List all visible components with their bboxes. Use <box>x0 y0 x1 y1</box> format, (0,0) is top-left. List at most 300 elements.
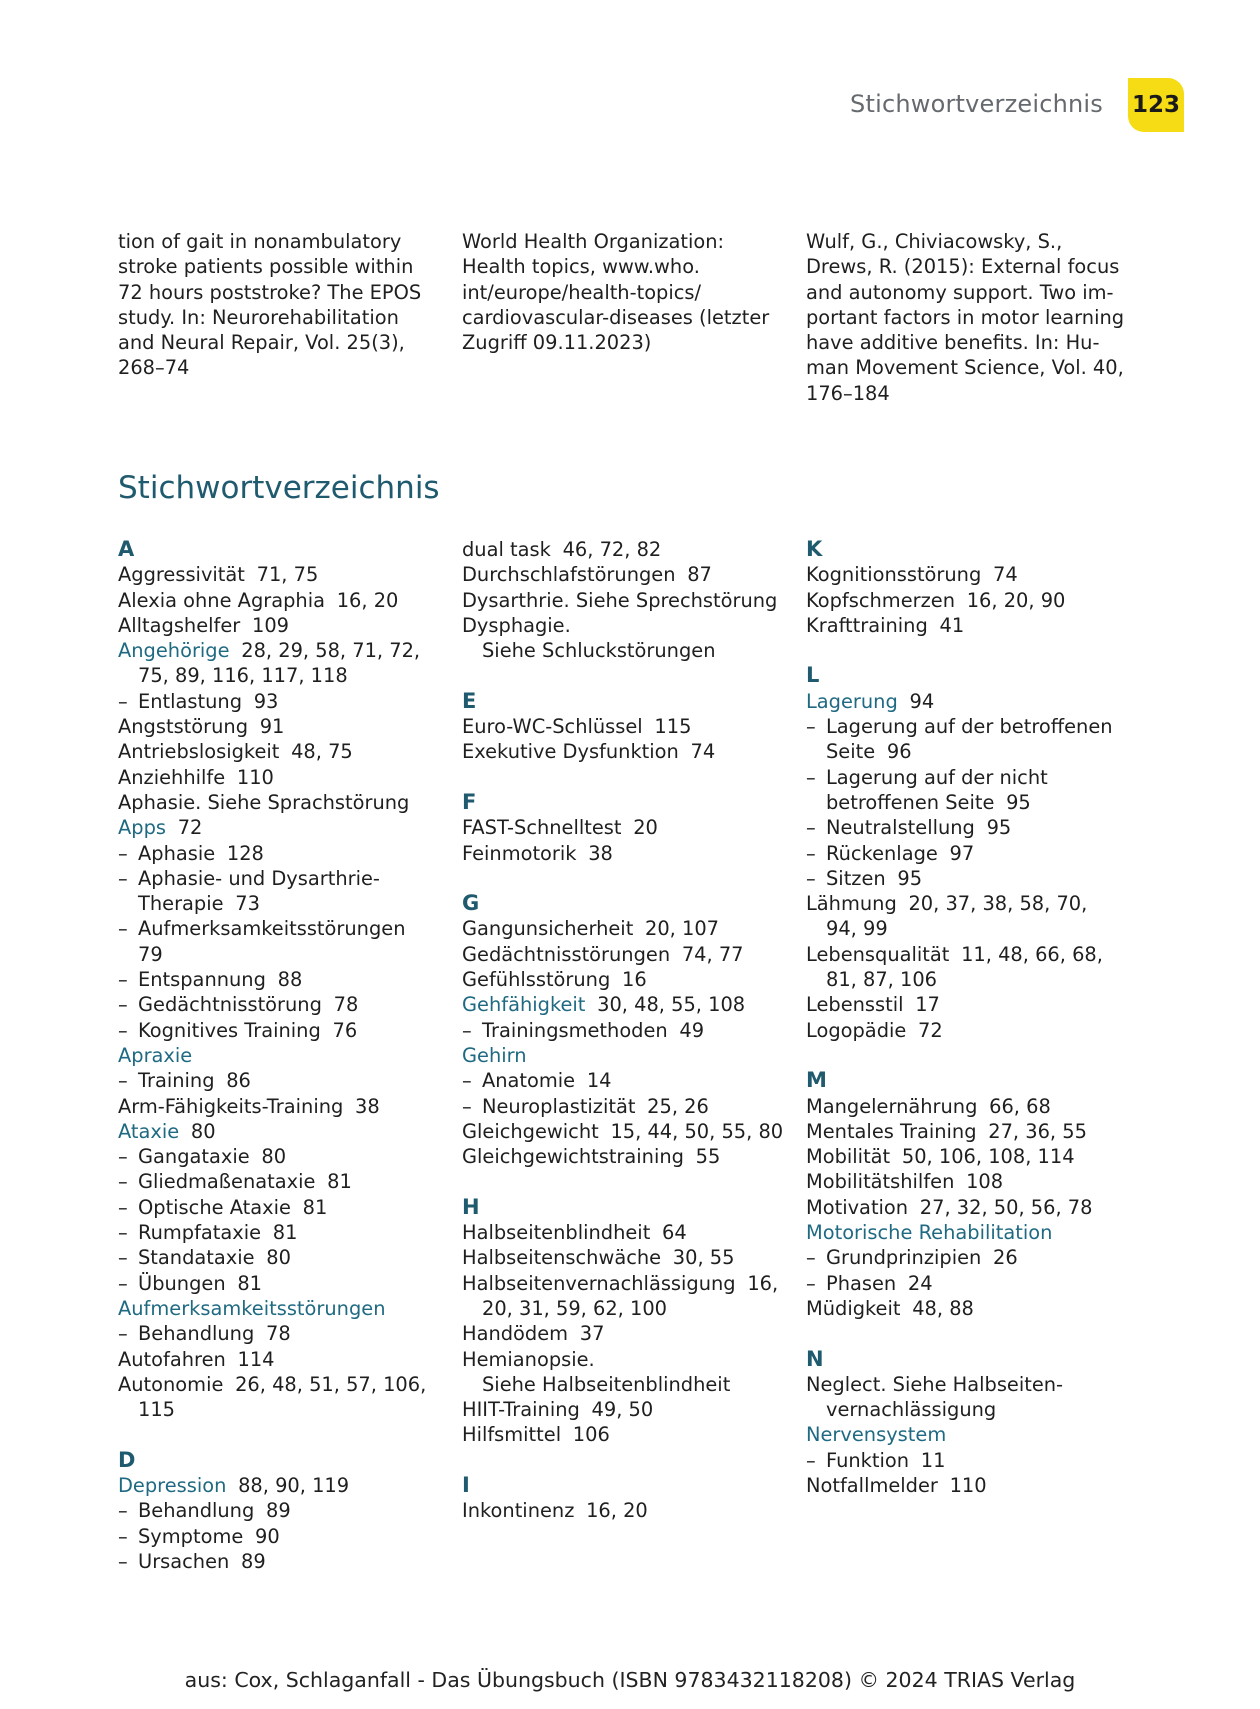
index-entry <box>118 1473 438 1498</box>
index-term: Krafttraining <box>806 613 928 637</box>
page-number-badge: 123 <box>1128 78 1184 132</box>
index-subentry <box>118 1018 438 1043</box>
index-entry <box>462 1144 782 1169</box>
index-term: Handödem <box>462 1322 569 1346</box>
index-entry <box>462 1119 782 1144</box>
index-entry <box>806 588 1126 613</box>
index-pages: 88, 90, 119 <box>238 1473 350 1497</box>
index-pages: 48, 75 <box>291 740 353 764</box>
index-term: Siehe Halbseitenblindheit <box>482 1372 731 1396</box>
index-pages: 96 <box>886 740 912 764</box>
index-letter-group <box>462 689 782 765</box>
index-pages: 20 <box>633 816 658 840</box>
index-entry <box>806 1372 1126 1397</box>
index-term: Entlastung <box>138 689 243 713</box>
index-entry <box>806 992 1126 1017</box>
index-term: Lähmung <box>806 892 897 916</box>
reference-line: 72 hours poststroke? The EPOS <box>118 280 422 304</box>
index-entry <box>806 613 1126 638</box>
index-pages: 81 <box>327 1170 352 1194</box>
index-pages: 37 <box>579 1322 605 1346</box>
index-term: Alexia ohne Agraphia <box>118 588 325 612</box>
index-letter-group <box>118 537 438 1422</box>
index-entry <box>462 1271 782 1296</box>
reference-line: Health topics, www.who. <box>462 255 700 279</box>
index-entry <box>118 613 438 638</box>
index-term: Feinmotorik <box>462 841 577 865</box>
index-subentry <box>118 1321 438 1346</box>
index-term: Trainingsmethoden <box>482 1018 668 1042</box>
index-continuation <box>118 663 438 688</box>
index-subentry <box>806 1271 1126 1296</box>
index-term: Training <box>138 1069 215 1093</box>
section-title: Stichwortverzeichnis <box>118 470 440 506</box>
index-subentry <box>118 967 438 992</box>
source-footer: aus: Cox, Schlaganfall - Das Übungsbuch (ISBN 9783432118208) © 2024 TRIAS Verlag <box>184 1668 1076 1692</box>
index-pages: 17 <box>915 993 940 1017</box>
index-term: vernachlässigung <box>826 1398 997 1422</box>
index-continuation <box>118 891 438 916</box>
index-term: Behandlung <box>138 1499 255 1523</box>
index-entry <box>118 765 438 790</box>
index-subentry <box>806 1448 1126 1473</box>
index-subentry <box>118 1220 438 1245</box>
index-term: Aufmerksamkeitsstörungen <box>138 917 406 941</box>
index-continuation <box>462 1372 782 1397</box>
index-entry <box>462 1220 782 1245</box>
index-letter-heading: A <box>118 537 135 561</box>
index-term: Aufmerksamkeitsstörungen <box>118 1296 386 1320</box>
index-subentry <box>118 1169 438 1194</box>
index-pages: 95 <box>1006 790 1031 814</box>
index-letter-group <box>806 537 1126 638</box>
reference-line: portant factors in motor learning <box>806 305 1125 329</box>
index-pages: 16 <box>621 968 647 992</box>
index-term: Ursachen <box>138 1549 230 1573</box>
index-term: Gliedmaßenataxie <box>138 1170 316 1194</box>
index-term: Exekutive Dysfunktion <box>462 740 679 764</box>
index-term: Gangunsicherheit <box>462 917 634 941</box>
index-term: Mobilitätshilfen <box>806 1170 955 1194</box>
index-pages: 25, 26 <box>647 1094 709 1118</box>
index-pages: 109 <box>251 613 289 637</box>
index-subentry <box>462 1018 782 1043</box>
reference-line: 176–184 <box>806 381 890 405</box>
index-pages: 48, 88 <box>912 1296 974 1320</box>
index-subentry <box>118 689 438 714</box>
index-term: 81, 87, 106 <box>826 968 938 992</box>
index-pages: 93 <box>253 689 279 713</box>
index-term: Depression <box>118 1473 227 1497</box>
index-pages: 14 <box>586 1069 612 1093</box>
index-term: Nervensystem <box>806 1423 947 1447</box>
index-pages: 15, 44, 50, 55, 80 <box>610 1119 784 1143</box>
index-pages: 91 <box>259 715 285 739</box>
index-term: Standataxie <box>138 1246 255 1270</box>
index-entry <box>462 613 782 638</box>
index-pages: 50, 106, 108, 114 <box>901 1145 1075 1169</box>
index-subentry <box>806 866 1126 891</box>
index-entry <box>462 841 782 866</box>
index-pages: 11, 48, 66, 68, <box>961 942 1103 966</box>
index-letter-heading: N <box>806 1346 824 1371</box>
index-entry <box>462 1422 782 1447</box>
index-entry <box>806 942 1126 967</box>
index-entry <box>806 891 1126 916</box>
index-subentry <box>118 1498 438 1523</box>
index-continuation <box>806 1397 1126 1422</box>
index-pages: 26, 48, 51, 57, 106, <box>235 1372 427 1396</box>
index-pages: 66, 68 <box>989 1094 1051 1118</box>
index-term: Sitzen <box>826 866 886 890</box>
index-term: Mentales Training <box>806 1119 977 1143</box>
reference-line: study. In: Neurorehabilitation <box>118 305 399 329</box>
index-letter-heading: L <box>806 663 820 688</box>
reference-line: Zugriff 09.11.2023) <box>462 331 652 355</box>
index-pages: 16, 20 <box>336 588 399 612</box>
index-subentry <box>118 1144 438 1169</box>
index-subentry <box>462 1094 782 1119</box>
index-entry <box>118 1296 438 1321</box>
reference-line: man Movement Science, Vol. 40, <box>806 356 1124 380</box>
index-entry <box>806 1144 1126 1169</box>
index-pages: 110 <box>236 765 274 789</box>
index-term: Motorische Rehabilitation <box>806 1221 1053 1245</box>
index-term: Gangataxie <box>138 1145 250 1169</box>
index-letter-group <box>806 1068 1126 1321</box>
index-pages: 81 <box>272 1221 298 1245</box>
index-term: Neutralstellung <box>826 816 975 840</box>
index-letter-group <box>462 891 782 1169</box>
index-entry <box>806 1473 1126 1498</box>
index-entry <box>118 1372 438 1397</box>
index-letter-heading: G <box>462 891 480 916</box>
index-pages: 110 <box>949 1473 987 1497</box>
index-entry <box>806 1094 1126 1119</box>
index-term: Neuroplastizität <box>482 1094 636 1118</box>
index-term: Aggressivität <box>118 563 245 587</box>
reference-line: cardiovascular-diseases (letzter <box>462 305 770 329</box>
index-term: Mangelernährung <box>806 1094 978 1118</box>
reference-line: have additive benefits. In: Hu- <box>806 331 1100 355</box>
index-pages: 114 <box>237 1347 275 1371</box>
index-term: Müdigkeit <box>806 1296 901 1320</box>
index-entry <box>462 1321 782 1346</box>
index-pages: 73 <box>235 892 260 916</box>
index-continuation <box>462 638 782 663</box>
index-entry <box>462 537 782 562</box>
index-pages: 24 <box>907 1271 933 1295</box>
index-term: Dysarthrie. Siehe Sprechstörung <box>462 588 778 612</box>
index-term: Kognitives Training <box>138 1018 321 1042</box>
index-pages: 97 <box>949 841 975 865</box>
index-entry <box>462 1245 782 1270</box>
index-letter-group <box>462 790 782 866</box>
index-letter-heading: E <box>462 688 477 713</box>
index-term: Aphasie. Siehe Sprachstörung <box>118 790 410 814</box>
index-pages: 20, 37, 38, 58, 70, <box>908 892 1088 916</box>
index-pages: 80 <box>261 1145 287 1169</box>
index-letter-heading: D <box>118 1447 136 1472</box>
index-entry <box>118 815 438 840</box>
index-entry <box>806 1296 1126 1321</box>
index-term: Rückenlage <box>826 841 938 865</box>
index-pages: 71, 75 <box>256 563 319 587</box>
index-pages: 81 <box>302 1195 328 1219</box>
index-entry <box>462 1043 782 1068</box>
index-pages: 11 <box>920 1448 946 1472</box>
index-term: 94, 99 <box>826 917 888 941</box>
index-subentry <box>118 1524 438 1549</box>
reference-line: int/europe/health-topics/ <box>462 280 702 304</box>
index-term: Gleichgewichtstraining <box>462 1145 684 1169</box>
index-pages: 28, 29, 58, 71, 72, <box>241 639 421 663</box>
index-pages: 90 <box>254 1524 280 1548</box>
index-entry <box>806 1018 1126 1043</box>
index-term: Aphasie <box>138 841 216 865</box>
index-pages: 115 <box>654 715 692 739</box>
index-pages: 46, 72, 82 <box>562 538 662 561</box>
index-entry <box>118 790 438 815</box>
index-pages: 49 <box>679 1018 705 1042</box>
index-pages: 30, 55 <box>672 1246 735 1270</box>
index-entry <box>806 1119 1126 1144</box>
index-subentry <box>118 1271 438 1296</box>
index-pages: 76 <box>332 1018 358 1042</box>
index-pages: 80 <box>266 1246 291 1270</box>
index-subentry <box>118 841 438 866</box>
index-entry <box>806 1422 1126 1447</box>
index-column <box>806 537 1126 1524</box>
index-term: 20, 31, 59, 62, 100 <box>482 1296 668 1320</box>
index-term: Halbseitenvernachlässigung <box>462 1271 736 1295</box>
index-entry <box>118 1119 438 1144</box>
index-term: Optische Ataxie <box>138 1195 291 1219</box>
index-pages: 74, 77 <box>681 942 744 966</box>
index-pages: 26 <box>993 1246 1018 1270</box>
index-entry <box>806 689 1126 714</box>
index-pages: 78 <box>333 993 359 1017</box>
index-term: Aphasie- und Dysarthrie- <box>138 866 380 890</box>
index-subentry <box>806 841 1126 866</box>
index-term: Neglect. Siehe Halbseiten- <box>806 1372 1064 1396</box>
index-entry <box>462 942 782 967</box>
index-entry <box>118 638 438 663</box>
index-entry <box>462 1397 782 1422</box>
index-term: Halbseitenblindheit <box>462 1221 651 1245</box>
index-term: Gedächtnisstörungen <box>462 942 671 966</box>
index-letter-group <box>462 1473 782 1524</box>
index-pages: 95 <box>986 816 1012 840</box>
header-title: Stichwortverzeichnis <box>850 90 1103 118</box>
index-letter-heading: I <box>462 1472 470 1497</box>
index-pages: 128 <box>226 841 264 865</box>
index-term: Apps <box>118 816 166 840</box>
index-continuation <box>806 967 1126 992</box>
index-term: Kopfschmerzen <box>806 588 955 612</box>
index-term: Antriebslosigkeit <box>118 740 280 764</box>
index-continuation <box>118 942 438 967</box>
index-term: Lagerung auf der nicht <box>826 765 1048 789</box>
index-subentry <box>806 714 1126 739</box>
index-continuation <box>806 739 1126 764</box>
index-subentry <box>118 1068 438 1093</box>
index-entry <box>118 1094 438 1119</box>
index-pages: 80 <box>190 1119 216 1143</box>
index-letter-heading: H <box>462 1194 480 1219</box>
index-term: Siehe Schluckstörungen <box>482 639 716 663</box>
index-entry <box>462 1347 782 1372</box>
index-entry <box>462 739 782 764</box>
index-pages: 88 <box>277 968 303 992</box>
index-column <box>118 537 438 1599</box>
index-term: Motivation <box>806 1195 909 1219</box>
index-subentry <box>118 1245 438 1270</box>
index-term: Gehirn <box>462 1043 527 1067</box>
index-subentry <box>462 1068 782 1093</box>
index-term: Entspannung <box>138 968 266 992</box>
index-subentry <box>118 916 438 941</box>
index-subentry <box>118 866 438 891</box>
index-pages: 30, 48, 55, 108 <box>597 993 746 1017</box>
index-term: Gefühlsstörung <box>462 968 611 992</box>
index-subentry <box>806 1245 1126 1270</box>
index-term: Lagerung <box>806 689 898 713</box>
index-term: Funktion <box>826 1448 910 1472</box>
index-pages: 16, <box>747 1271 779 1295</box>
index-pages: 94 <box>909 689 935 713</box>
index-term: Therapie <box>138 892 224 916</box>
index-term: Halbseitenschwäche <box>462 1246 662 1270</box>
index-pages: 72 <box>177 816 203 840</box>
index-term: Mobilität <box>806 1145 891 1169</box>
index-pages: 41 <box>939 613 965 637</box>
index-letter-heading: F <box>462 789 477 814</box>
index-term: Ataxie <box>118 1119 180 1143</box>
index-term: Arm-Fähigkeits-Training <box>118 1094 344 1118</box>
index-term: Lagerung auf der betroffenen <box>826 715 1113 739</box>
reference-column <box>806 229 1125 406</box>
index-pages: 108 <box>966 1170 1004 1194</box>
index-term: Grundprinzipien <box>826 1246 982 1270</box>
index-entry <box>462 815 782 840</box>
index-term: Behandlung <box>138 1322 255 1346</box>
index-entry <box>462 967 782 992</box>
index-pages: 16, 20, 90 <box>966 588 1066 612</box>
index-letter-group <box>806 663 1126 1042</box>
index-term: Inkontinenz <box>462 1499 575 1523</box>
index-term: Anziehhilfe <box>118 765 226 789</box>
index-term: Lebensqualität <box>806 942 950 966</box>
index-pages: 106 <box>572 1423 610 1447</box>
index-subentry <box>118 992 438 1017</box>
index-term: Apraxie <box>118 1043 193 1067</box>
index-pages: 74 <box>690 740 716 764</box>
index-letter-group <box>806 1347 1126 1499</box>
index-entry <box>118 1043 438 1068</box>
index-continuation <box>806 790 1126 815</box>
reference-line: and autonomy support. Two im- <box>806 280 1114 304</box>
index-subentry <box>806 765 1126 790</box>
index-entry <box>806 1169 1126 1194</box>
index-pages: 16, 20 <box>586 1499 648 1523</box>
index-pages: 78 <box>265 1322 291 1346</box>
reference-line: Wulf, G., Chiviacowsky, S., <box>806 230 1063 253</box>
index-entry <box>462 714 782 739</box>
index-entry <box>806 562 1126 587</box>
index-term: Autonomie <box>118 1372 224 1396</box>
index-subentry <box>118 1195 438 1220</box>
index-entry <box>118 739 438 764</box>
index-subentry <box>806 815 1126 840</box>
index-pages: 38 <box>588 841 613 865</box>
index-term: Symptome <box>138 1524 244 1548</box>
index-term: Alltagshelfer <box>118 613 241 637</box>
index-pages: 89 <box>241 1549 266 1573</box>
reference-column <box>118 229 428 381</box>
index-term: Übungen <box>138 1271 226 1295</box>
index-continuation <box>462 1296 782 1321</box>
index-entry <box>806 1220 1126 1245</box>
index-term: 79 <box>138 942 163 966</box>
index-term: Rumpfataxie <box>138 1221 262 1245</box>
index-letter-heading: M <box>806 1068 827 1093</box>
index-term: Dysphagie. <box>462 613 571 637</box>
index-term: Anatomie <box>482 1069 576 1093</box>
index-term: Gehfähigkeit <box>462 993 586 1017</box>
reference-column <box>462 229 772 355</box>
reference-line: and Neural Repair, Vol. 25(3), <box>118 331 405 355</box>
index-pages: 64 <box>662 1221 687 1245</box>
index-entry <box>462 562 782 587</box>
index-term: Logopädie <box>806 1018 907 1042</box>
index-pages: 87 <box>687 563 712 587</box>
index-pages: 20, 107 <box>645 917 720 941</box>
index-continuation <box>806 916 1126 941</box>
index-term: Angehörige <box>118 639 230 663</box>
running-header <box>0 78 1260 138</box>
index-term: 115 <box>138 1398 176 1422</box>
index-term: 75, 89, 116, 117, 118 <box>138 664 348 688</box>
reference-line: World Health Organization: <box>462 230 725 253</box>
index-term: betroffenen Seite <box>826 790 995 814</box>
index-pages: 27, 36, 55 <box>988 1119 1087 1143</box>
index-term: Notfallmelder <box>806 1473 938 1497</box>
index-pages: 74 <box>992 563 1018 587</box>
index-entry <box>462 992 782 1017</box>
reference-line: Drews, R. (2015): External focus <box>806 255 1120 279</box>
index-pages: 89 <box>265 1499 291 1523</box>
index-term: Autofahren <box>118 1347 226 1371</box>
index-letter-group <box>118 1448 438 1574</box>
index-term: Angststörung <box>118 715 248 739</box>
index-pages: 27, 32, 50, 56, 78 <box>919 1195 1093 1219</box>
index-entry <box>462 588 782 613</box>
index-continuation <box>118 1397 438 1422</box>
index-entry <box>118 714 438 739</box>
index-term: Hilfsmittel <box>462 1423 562 1447</box>
index-letter-group <box>462 537 782 663</box>
index-term: HIIT-Training <box>462 1398 580 1422</box>
index-pages: 81 <box>237 1271 262 1295</box>
index-entry <box>462 916 782 941</box>
index-pages: 49, 50 <box>591 1398 654 1422</box>
reference-line: tion of gait in nonambulatory <box>118 230 402 253</box>
index-term: Gedächtnisstörung <box>138 993 322 1017</box>
index-pages: 72 <box>918 1018 943 1042</box>
index-term: Seite <box>826 740 876 764</box>
index-term: Durchschlafstörungen <box>462 563 676 587</box>
